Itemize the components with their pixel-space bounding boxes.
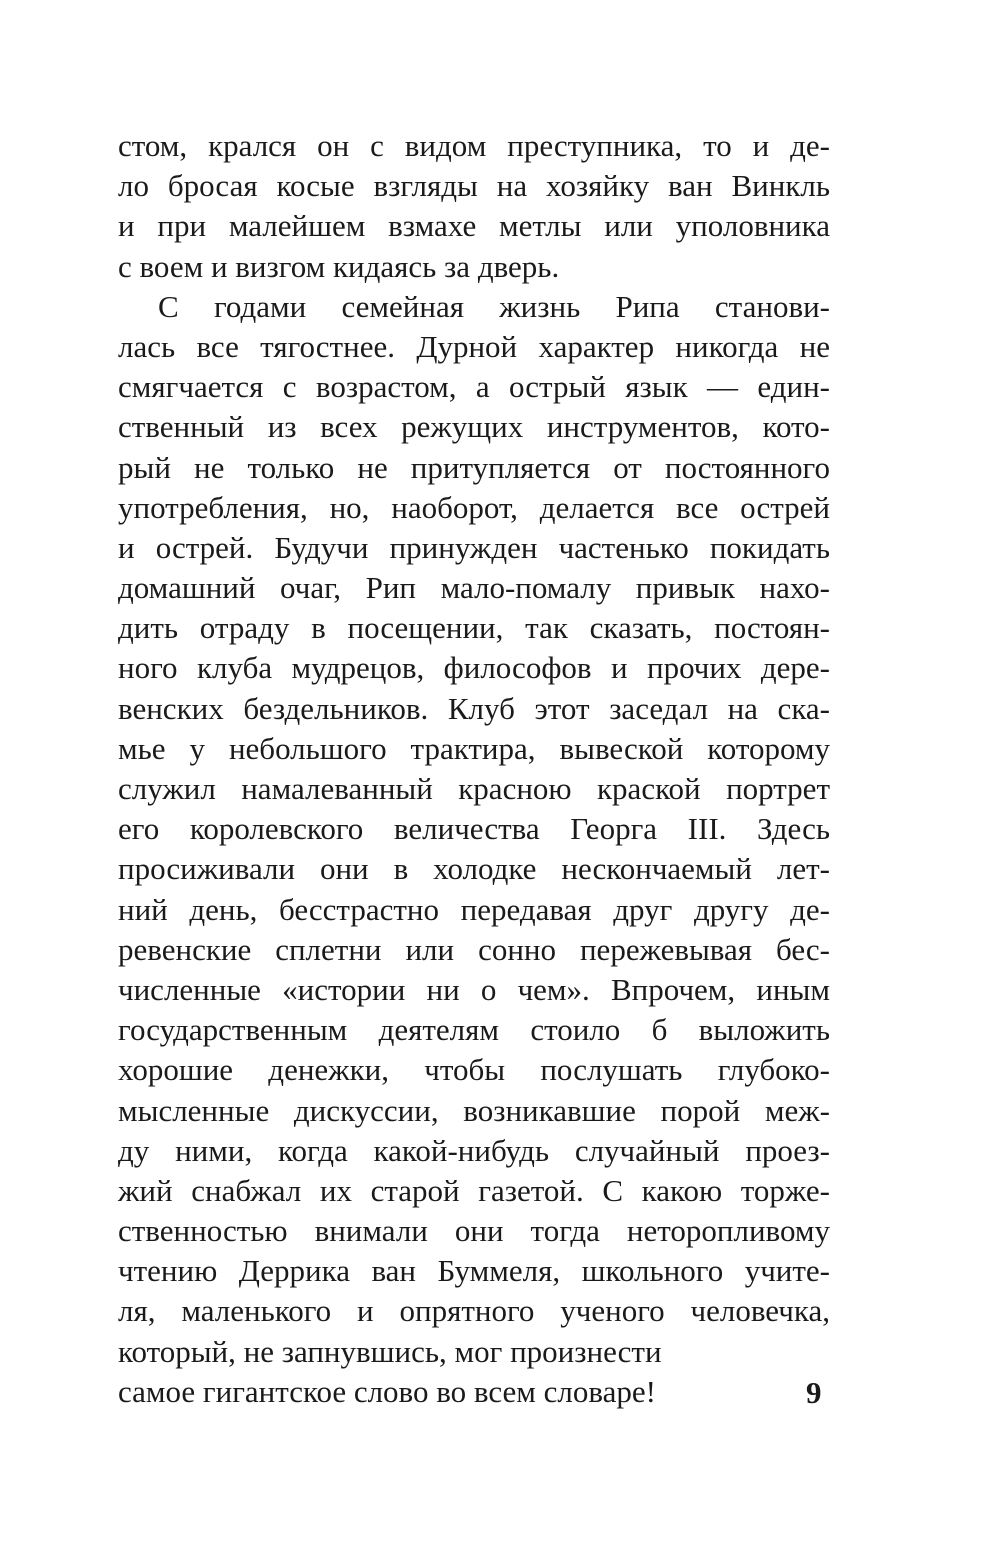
text-line: который, не запнувшись, мог произнести — [118, 1333, 662, 1369]
text-line: смягчается с возрастом, а острый язык — един- — [118, 369, 830, 405]
body-text — [118, 126, 830, 1412]
text-line: численные «истории ни о чем». Впрочем, иным — [118, 971, 830, 1007]
text-line: ло бросая косые взгляды на хозяйку ван Винкль — [118, 168, 830, 204]
text-line: хорошие денежки, чтобы послушать глубоко- — [118, 1052, 830, 1088]
text-line: ственностью внимали они тогда неторопливому — [118, 1213, 830, 1249]
text-line: рый не только не притупляется от постоянного — [118, 449, 830, 485]
text-line: С годами семейная жизнь Рипа станови- — [158, 288, 830, 324]
text-line: и острей. Будучи принужден частенько покидать — [118, 529, 830, 565]
text-line: просиживали они в холодке нескончаемый лет- — [118, 851, 830, 887]
text-line: лась все тягостнее. Дурной характер никогда не — [118, 328, 830, 364]
text-line: его королевского величества Георга III. Здесь — [118, 811, 830, 847]
text-line: венских бездельников. Клуб этот заседал на ска- — [118, 690, 830, 726]
text-line: ственный из всех режущих инструментов, кото- — [118, 409, 830, 445]
text-line: ного клуба мудрецов, философов и прочих дере- — [118, 650, 830, 686]
text-line: ревенские сплетни или сонно пережевывая бес- — [118, 931, 830, 967]
text-line: домашний очаг, Рип мало-помалу привык нахо- — [118, 570, 830, 606]
text-line: жий снабжал их старой газетой. С какою торже- — [118, 1172, 830, 1208]
text-line: с воем и визгом кидаясь за дверь. — [118, 248, 560, 284]
page-number: 9 — [806, 1375, 822, 1410]
text-line: ду ними, когда какой-нибудь случайный проез- — [118, 1132, 830, 1168]
text-line: государственным деятелям стоило б выложить — [118, 1012, 830, 1048]
text-line: мье у небольшого трактира, вывеской которому — [118, 730, 830, 766]
text-line: ний день, бесстрастно передавая друг другу де- — [118, 891, 830, 927]
text-line: чтению Деррика ван Буммеля, школьного учите- — [118, 1253, 830, 1289]
text-line: дить отраду в посещении, так сказать, постоян- — [118, 610, 830, 646]
text-line: самое гигантское слово во всем словаре! — [118, 1373, 656, 1409]
text-line: стом, крался он с видом преступника, то и де- — [118, 128, 830, 163]
text-line: ля, маленького и опрятного ученого человечка, — [118, 1293, 830, 1329]
text-line: употребления, но, наоборот, делается все острей — [118, 489, 830, 525]
text-line: служил намалеванный красною краской портрет — [118, 771, 830, 806]
text-line: и при малейшем взмахе метлы или уполовника — [118, 208, 830, 244]
text-line: мысленные дискуссии, возникавшие порой меж- — [118, 1092, 830, 1128]
